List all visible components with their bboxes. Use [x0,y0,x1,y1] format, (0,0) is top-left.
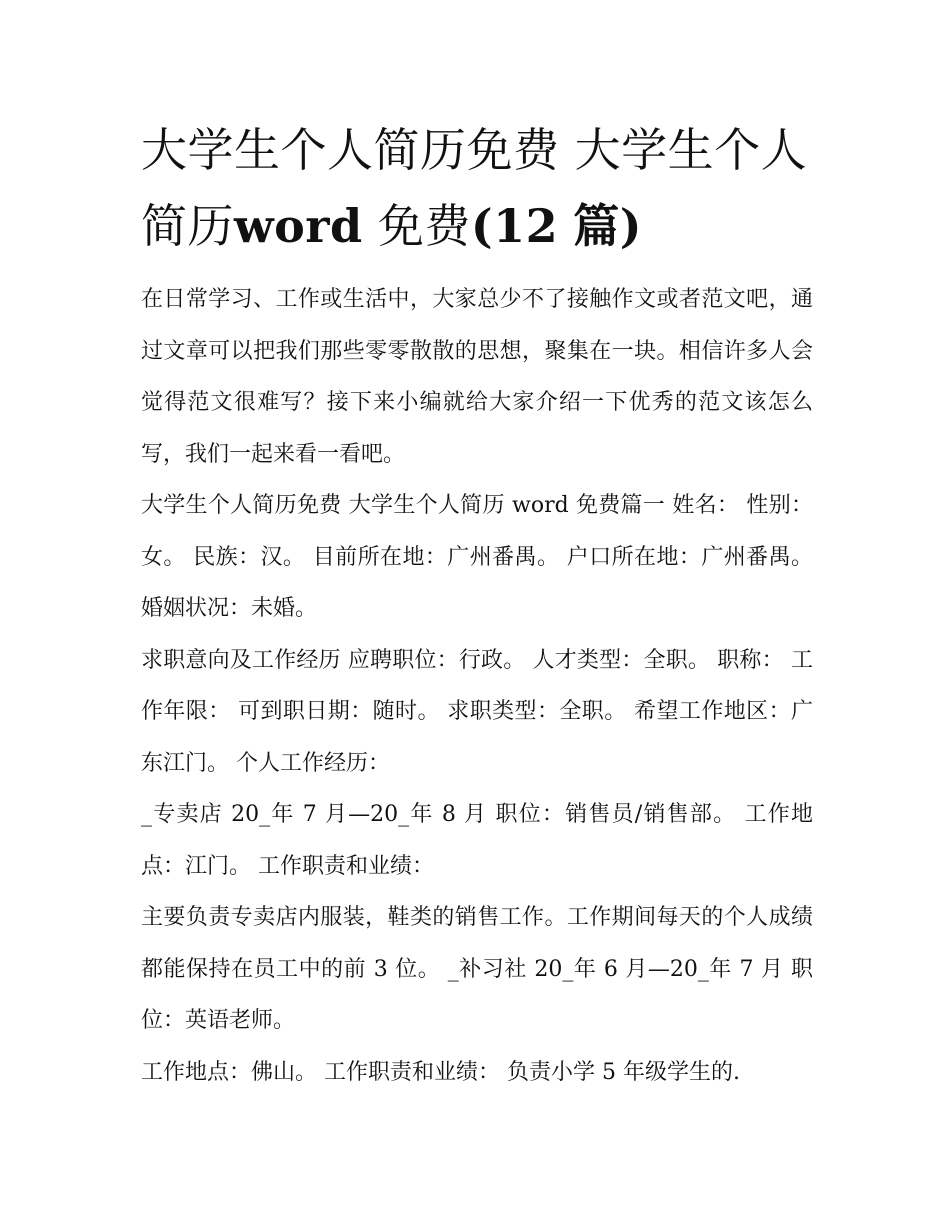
resume-basic-info-paragraph: 大学生个人简历免费 大学生个人简历 word 免费篇一 姓名： 性别：女。 民族：汉。 目前所在地：广州番禺。 户口所在地：广州番禺。 婚姻状况：未婚。 [141,493,813,621]
job-intention-paragraph: 求职意向及工作经历 应聘职位：行政。 人才类型：全职。 职称： 工作年限： 可到职日期：随时。 求职类型：全职。 希望工作地区：广东江门。 个人工作经历： [141,647,813,776]
tutor-duties-paragraph: 工作地点：佛山。 工作职责和业绩： 负责小学 5 年级学生的. [141,1059,740,1085]
document-title [141,112,813,264]
work-experience-paragraph: _专卖店 20_年 7 月—20_年 8 月 职位：销售员/销售部。 工作地点：江门。 工作职责和业绩： [141,802,813,879]
title-count: (12 [470,199,559,253]
intro-paragraph: 在日常学习、工作或生活中，大家总少不了接触作文或者范文吧，通过文章可以把我们那些零零散散的思想，聚集在一块。相信许多人会觉得范文很难写？接下来小编就给大家介绍一下优秀的范文该怎么写，我们一起来看一看吧。 [141,287,813,467]
title-word: word [234,199,363,253]
document-page [141,112,813,1098]
work-duties-paragraph: 主要负责专卖店内服装，鞋类的销售工作。工作期间每天的个人成绩都能保持在员工中的前 3 位。 _补习社 20_年 6 月—20_年 7 月 职位：英语老师。 [141,905,813,1033]
title-part-2: 免费 [377,199,471,253]
title-part-1: 大学生个人简历免费 大学生个人简历 [141,123,808,253]
document-body [141,274,813,1098]
title-part-3: 篇) [573,199,642,253]
